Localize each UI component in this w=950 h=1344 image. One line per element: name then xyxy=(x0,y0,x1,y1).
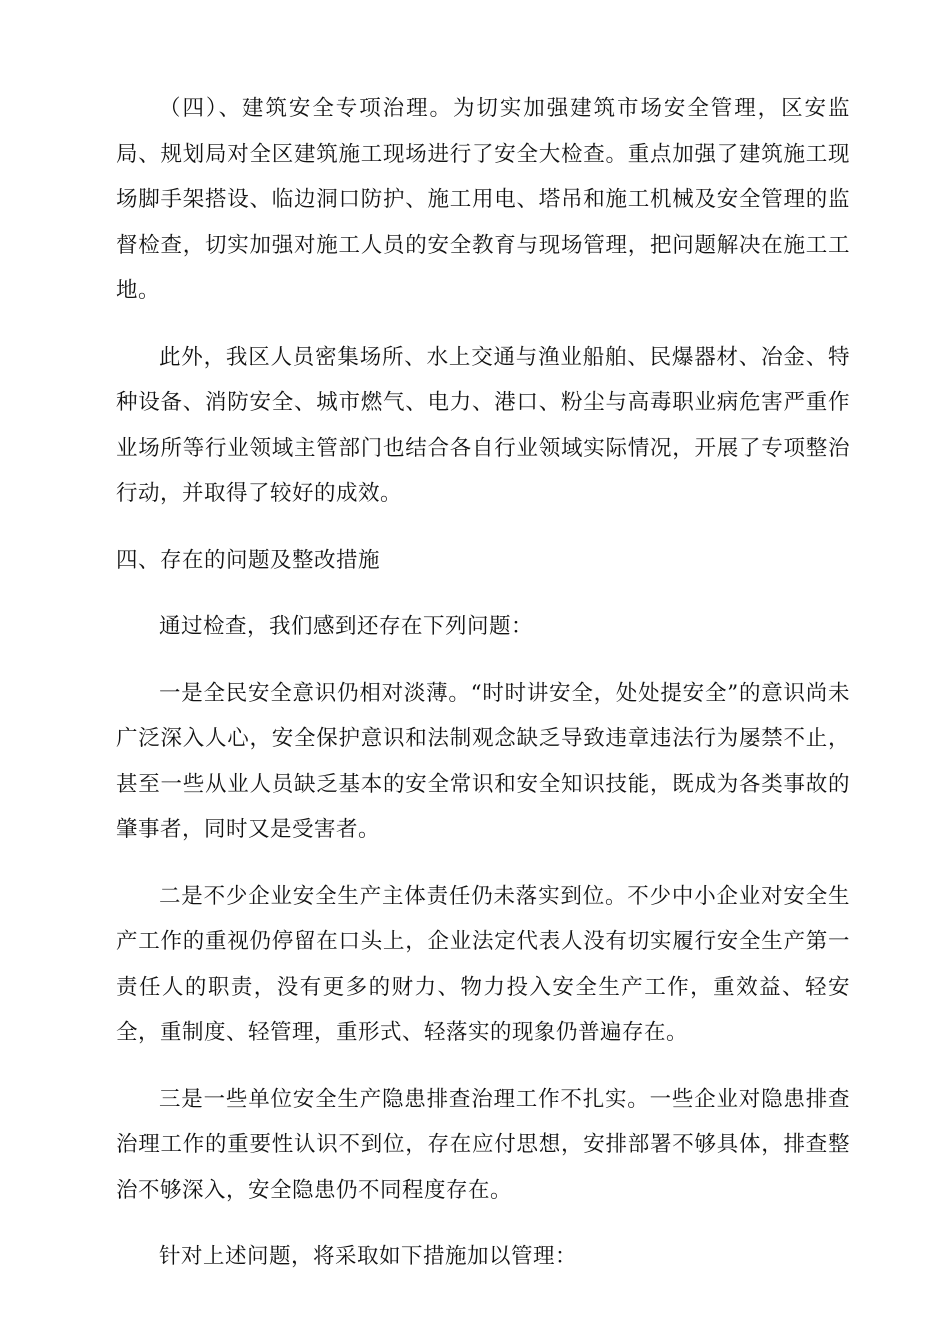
paragraph-other-industries: 此外，我区人员密集场所、水上交通与渔业船舶、民爆器材、冶金、特种设备、消防安全、城市燃气、电力、港口、粉尘与高毒职业病危害严重作业场所等行业领域主管部门也结合各自行业领域实际情况，开展了专项整治行动，并取得了较好的成效。 xyxy=(116,344,850,506)
paragraph-problems-intro: 通过检查，我们感到还存在下列问题： xyxy=(159,614,534,639)
document-page xyxy=(116,86,850,1301)
paragraph-measures-intro: 针对上述问题，将采取如下措施加以管理： xyxy=(159,1244,578,1269)
paragraph-problem-three: 三是一些单位安全生产隐患排查治理工作不扎实。一些企业对隐患排查治理工作的重要性认识不到位，存在应付思想，安排部署不够具体，排查整治不够深入，安全隐患仍不同程度存在。 xyxy=(116,1086,850,1203)
paragraph-problem-one: 一是全民安全意识仍相对淡薄。“时时讲安全，处处提安全”的意识尚未广泛深入人心，安全保护意识和法制观念缺乏导致违章违法行为屡禁不止，甚至一些从业人员缺乏基本的安全常识和安全知识技能，既成为各类事故的肇事者，同时又是受害者。 xyxy=(116,680,850,842)
paragraph-construction-safety: （四）、建筑安全专项治理。为切实加强建筑市场安全管理，区安监局、规划局对全区建筑施工现场进行了安全大检查。重点加强了建筑施工现场脚手架搭设、临边洞口防护、施工用电、塔吊和施工机械及安全管理的监督检查，切实加强对施工人员的安全教育与现场管理，把问题解决在施工工地。 xyxy=(116,96,850,303)
section-heading-problems: 四、存在的问题及整改措施 xyxy=(116,547,381,573)
paragraph-problem-two: 二是不少企业安全生产主体责任仍未落实到位。不少中小企业对安全生产工作的重视仍停留在口头上，企业法定代表人没有切实履行安全生产第一责任人的职责，没有更多的财力、物力投入安全生产工作，重效益、轻安全，重制度、轻管理，重形式、轻落实的现象仍普遍存在。 xyxy=(116,883,850,1045)
